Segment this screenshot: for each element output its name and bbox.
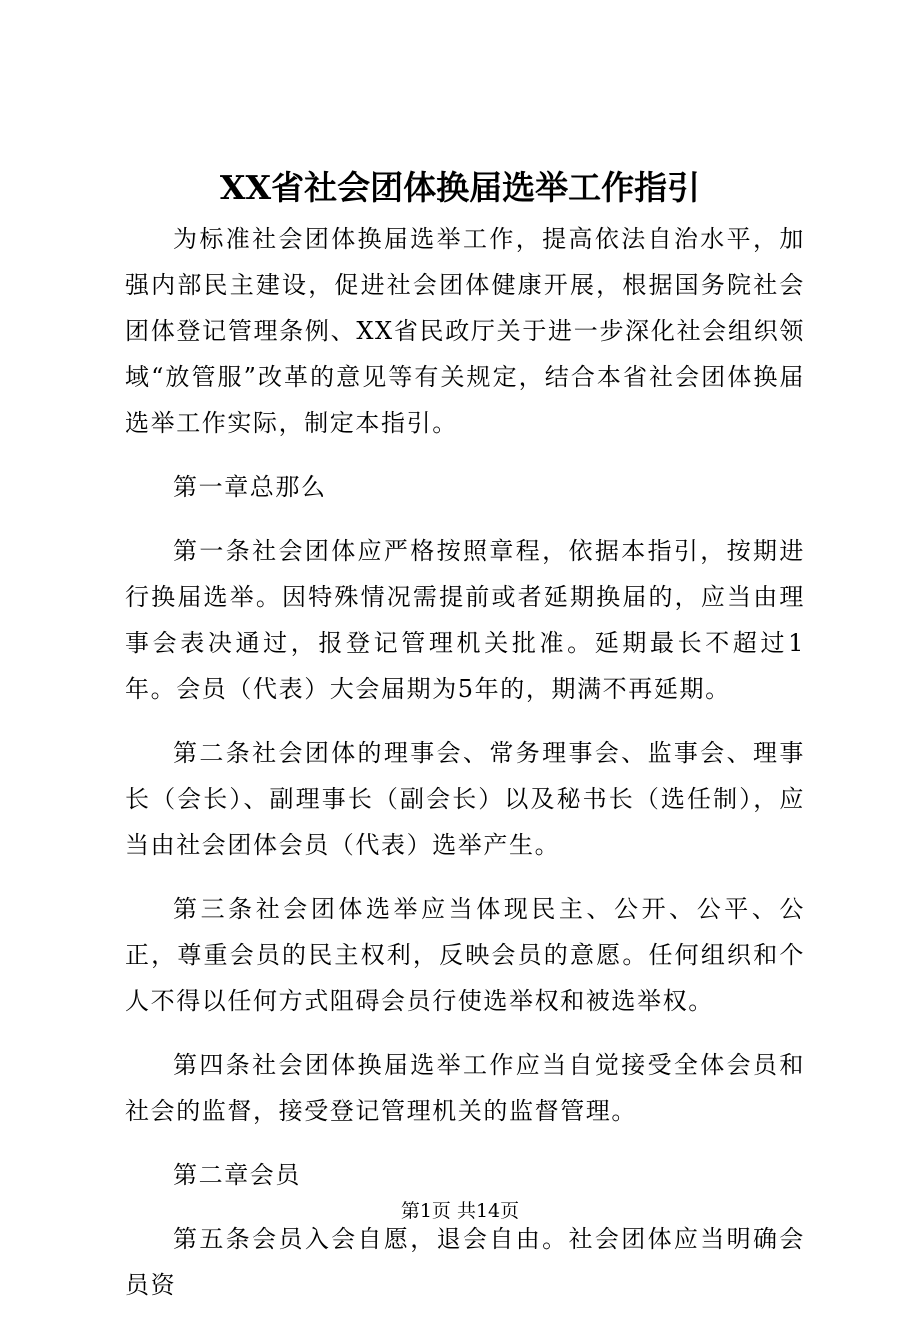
article-1: 第一条社会团体应严格按照章程，依据本指引，按期进行换届选举。因特殊情况需提前或者延期换届的，应当由理事会表决通过，报登记管理机关批准。延期最长不超过1年。会员（代表）大会届期为5年的，期满不再延期。 [125,537,805,703]
article-5: 第五条会员入会自愿，退会自由。社会团体应当明确会员资 [125,1225,805,1299]
page-number-footer: 第1页 共14页 [400,1200,520,1222]
chapter-heading-1: 第一章总那么 [173,473,327,501]
article-2: 第二条社会团体的理事会、常务理事会、监事会、理事长（会长）、副理事长（副会长）以及秘书长（选任制），应当由社会团体会员（代表）选举产生。 [125,739,805,859]
paragraph-preamble: 为标准社会团体换届选举工作，提高依法自治水平，加强内部民主建设，促进社会团体健康开展，根据国务院社会团体登记管理条例、XX省民政厅关于进一步深化社会组织领域“放管服”改革的意见等有关规定，结合本省社会团体换届选举工作实际，制定本指引。 [125,225,805,437]
document-body [125,216,805,1326]
article-4: 第四条社会团体换届选举工作应当自觉接受全体会员和社会的监督，接受登记管理机关的监督管理。 [125,1051,805,1125]
document-title: XX省社会团体换届选举工作指引 [219,168,701,207]
article-3: 第三条社会团体选举应当体现民主、公开、公平、公正，尊重会员的民主权利，反映会员的意愿。任何组织和个人不得以任何方式阻碍会员行使选举权和被选举权。 [125,895,805,1015]
chapter-heading-2: 第二章会员 [173,1161,301,1189]
